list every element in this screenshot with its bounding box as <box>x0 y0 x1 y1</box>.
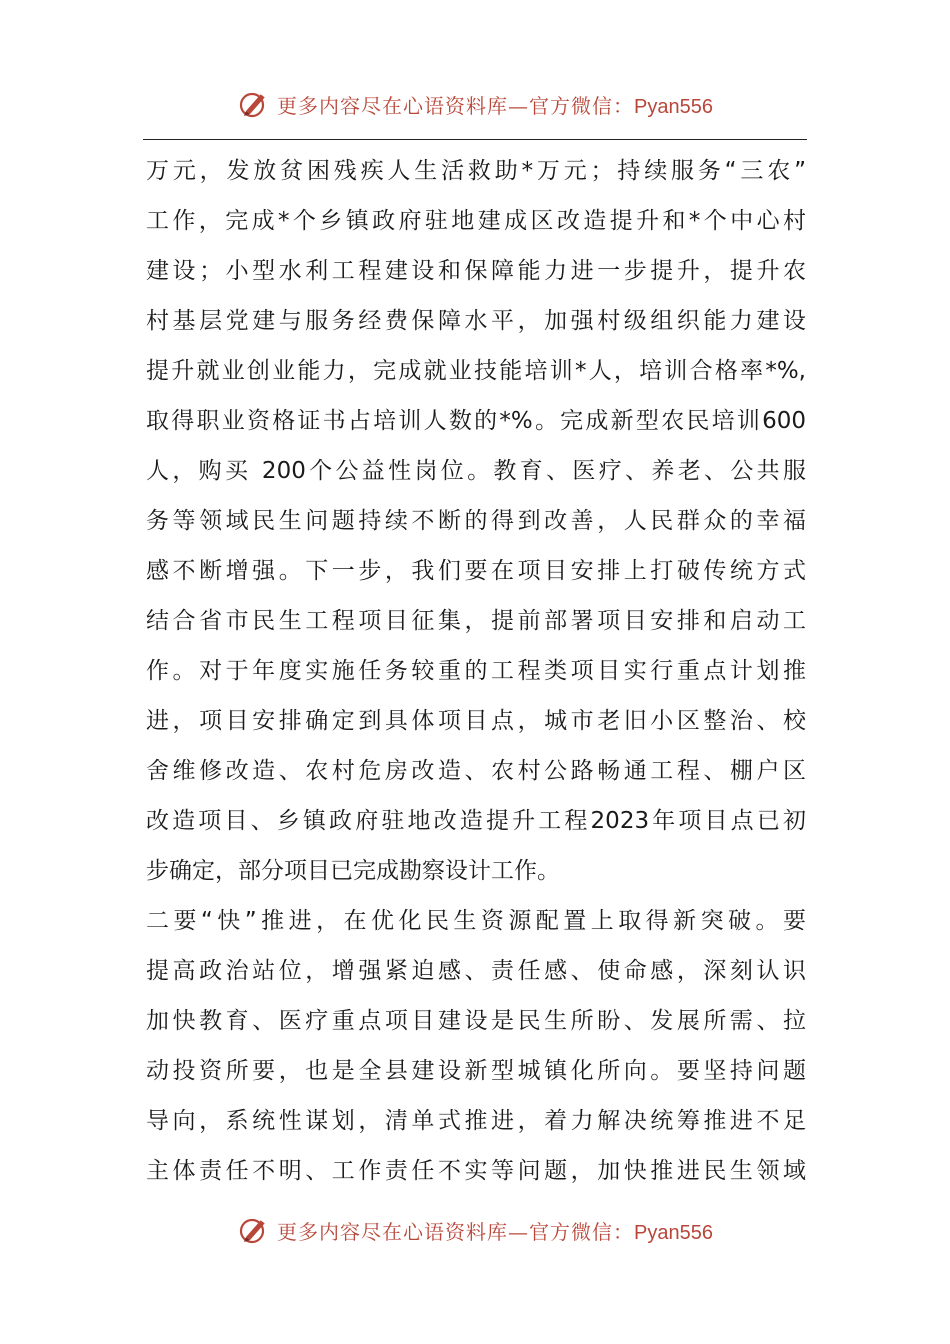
wechat-handle: Pyan556 <box>634 95 713 118</box>
body-line: 加快教育、医疗重点项目建设是民生所盼、发展所需、拉 <box>146 1008 806 1034</box>
watermark-text: 更多内容尽在心语资料库—官方微信：Pyan556 <box>277 1219 713 1244</box>
body-line: 人，购买 200个公益性岗位。教育、医疗、养老、公共服 <box>146 458 806 484</box>
body-line: 感不断增强。下一步，我们要在项目安排上打破传统方式 <box>146 558 806 584</box>
body-line: 舍维修改造、农村危房改造、农村公路畅通工程、棚户区 <box>146 758 806 784</box>
body-line: 动投资所要，也是全县建设新型城镇化所向。要坚持问题 <box>146 1058 806 1084</box>
pen-nib-circle-icon <box>237 87 271 121</box>
body-line: 改造项目、乡镇政府驻地改造提升工程2023年项目点已初 <box>146 808 806 834</box>
watermark-text: 更多内容尽在心语资料库—官方微信：Pyan556 <box>277 93 713 118</box>
body-line: 作。对于年度实施任务较重的工程类项目实行重点计划推 <box>146 658 806 684</box>
body-line: 进，项目安排确定到具体项目点，城市老旧小区整治、校 <box>146 708 806 734</box>
body-line: 导向，系统性谋划，清单式推进，着力解决统筹推进不足 <box>146 1108 806 1134</box>
footer-watermark <box>0 1210 950 1250</box>
body-line: 提高政治站位，增强紧迫感、责任感、使命感，深刻认识 <box>146 958 806 984</box>
body-line: 主体责任不明、工作责任不实等问题，加快推进民生领域 <box>146 1158 806 1184</box>
body-line: 二要“快”推进，在优化民生资源配置上取得新突破。要 <box>146 908 806 934</box>
body-line: 结合省市民生工程项目征集，提前部署项目安排和启动工 <box>146 608 806 634</box>
body-line: 万元，发放贫困残疾人生活救助*万元；持续服务“三农” <box>146 158 806 184</box>
body-line: 步确定，部分项目已完成勘察设计工作。 <box>146 858 560 884</box>
body-line: 取得职业资格证书占培训人数的*%。完成新型农民培训600 <box>146 408 806 434</box>
pen-nib-circle-icon <box>237 1213 271 1247</box>
body-line: 务等领域民生问题持续不断的得到改善，人民群众的幸福 <box>146 508 806 534</box>
body-line: 提升就业创业能力，完成就业技能培训*人，培训合格率*%, <box>146 358 806 384</box>
body-line: 建设；小型水利工程建设和保障能力进一步提升，提升农 <box>146 258 806 284</box>
body-line: 工作，完成*个乡镇政府驻地建成区改造提升和*个中心村 <box>146 208 806 234</box>
wechat-handle: Pyan556 <box>634 1221 713 1244</box>
body-line: 村基层党建与服务经费保障水平，加强村级组织能力建设 <box>146 308 806 334</box>
header-divider <box>143 139 807 140</box>
document-body <box>146 146 806 1196</box>
header-watermark <box>0 84 950 124</box>
